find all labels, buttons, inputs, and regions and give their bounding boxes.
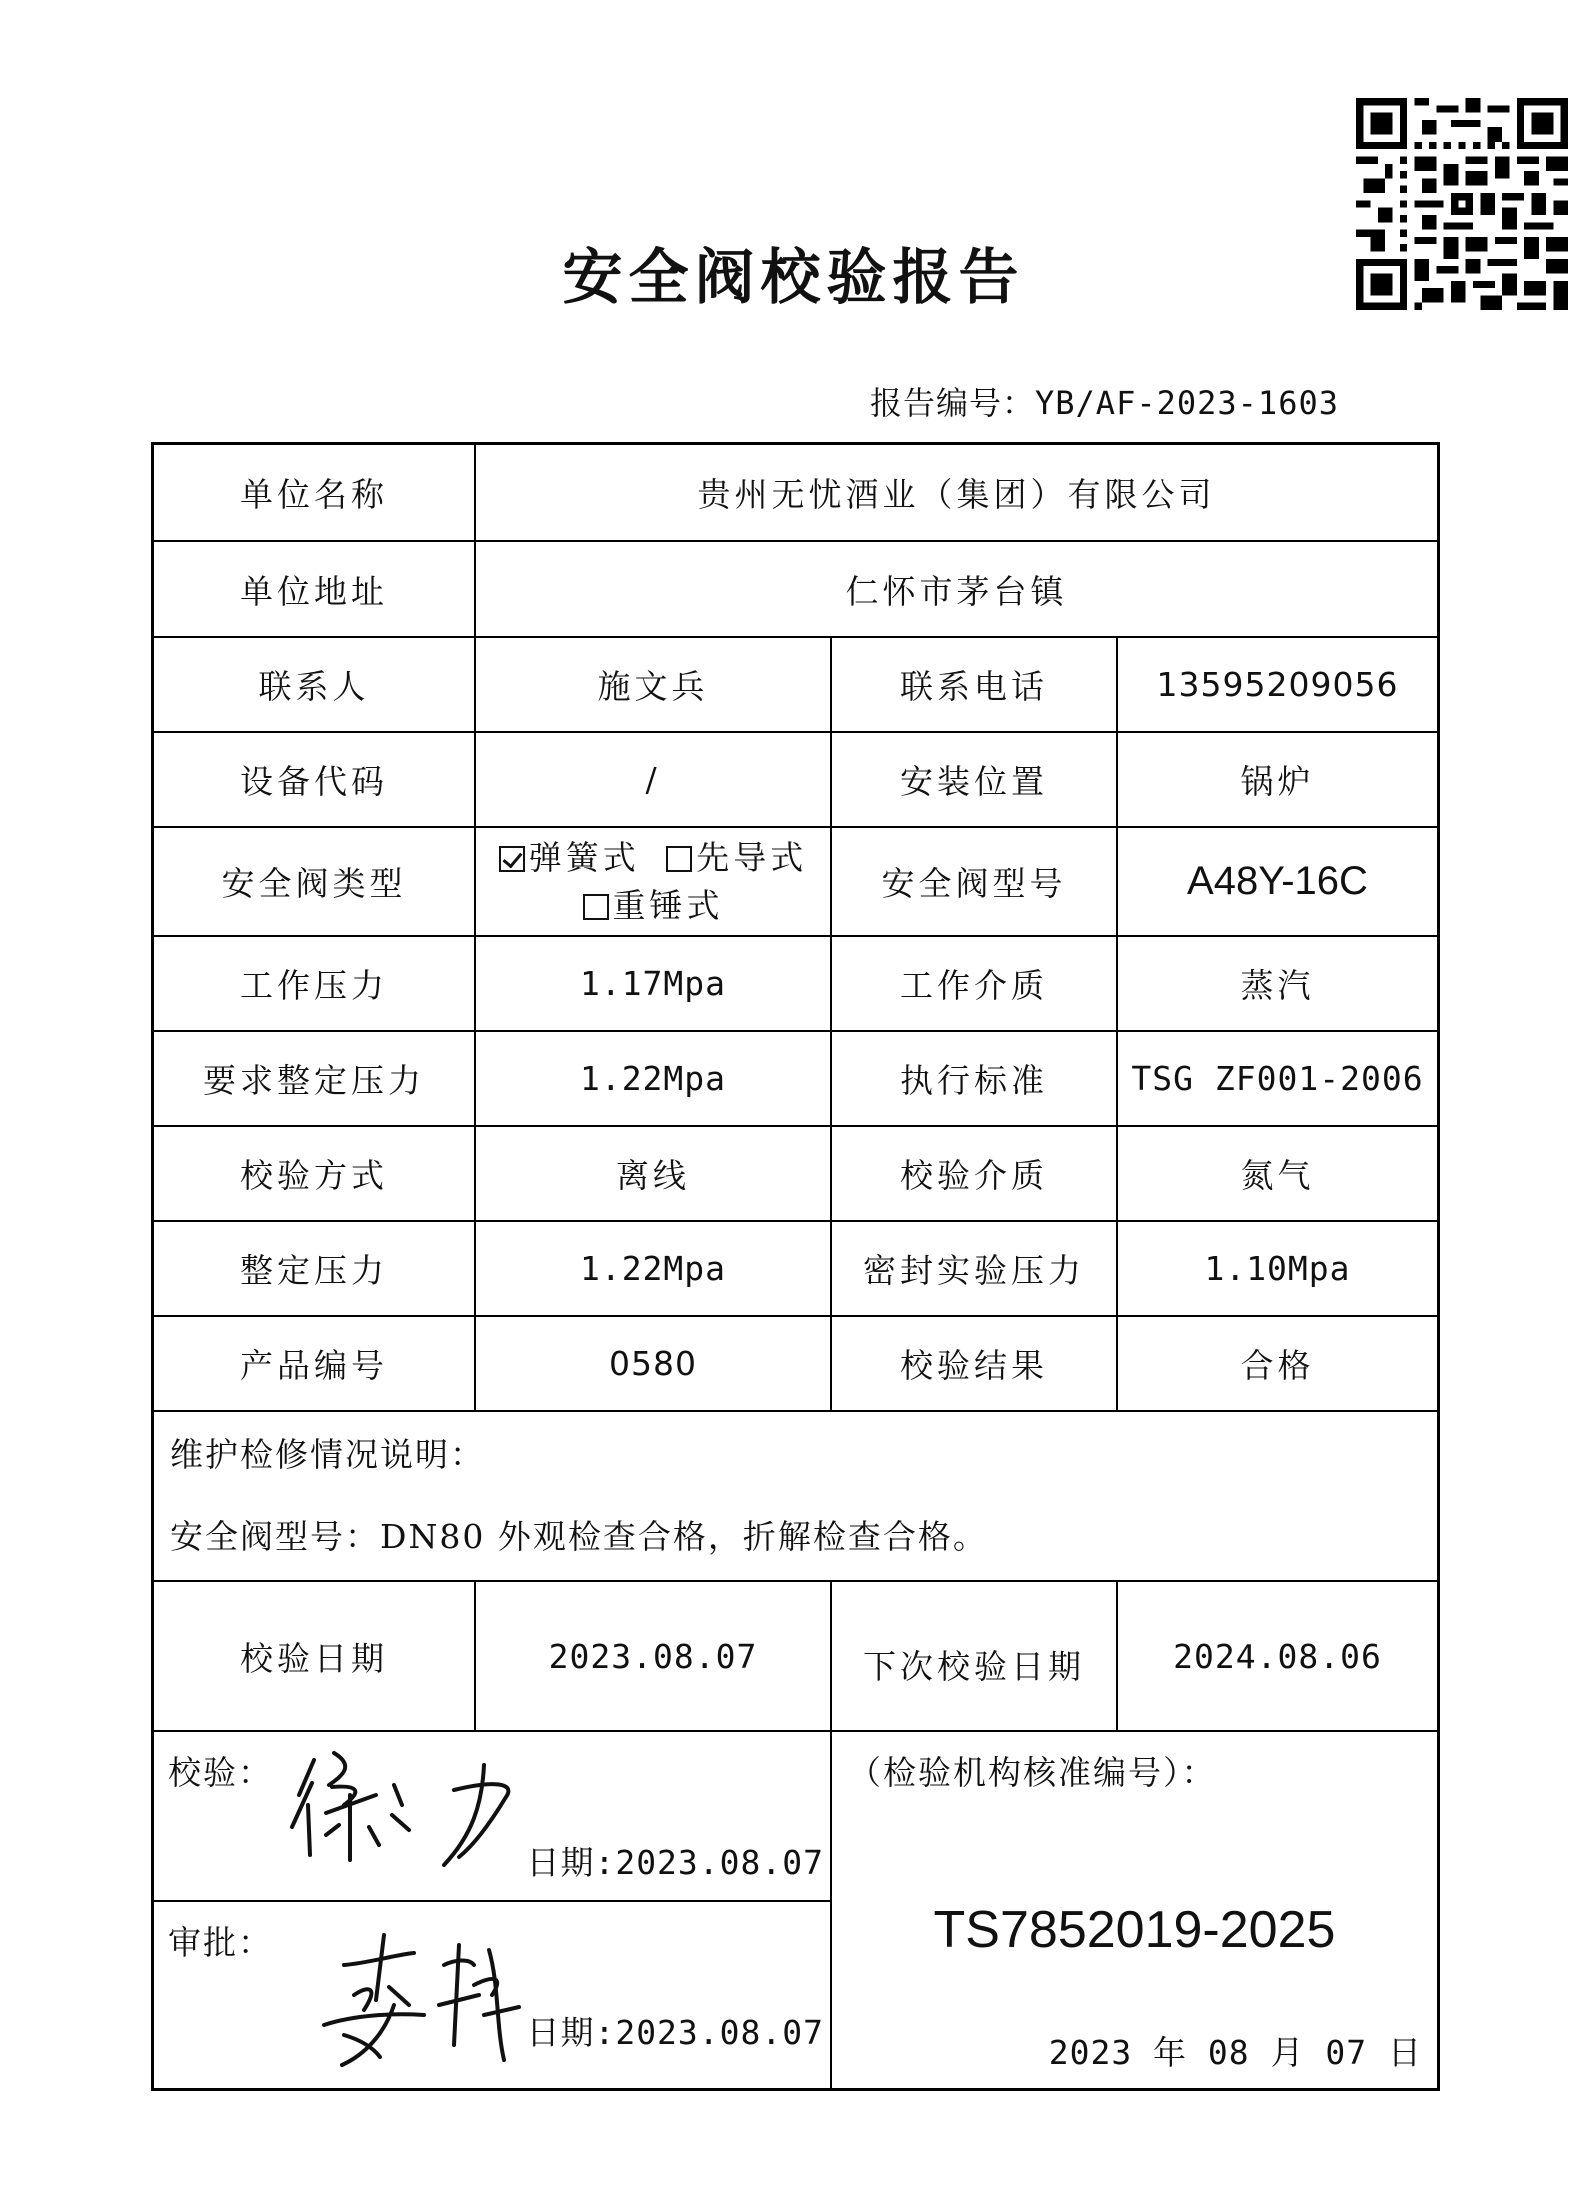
valve-type-row-1 xyxy=(499,834,808,882)
result-label: 校验结果 xyxy=(900,1346,1048,1385)
phone-value: 13595209056 xyxy=(1156,665,1399,704)
test-medium-value: 氮气 xyxy=(1240,1156,1315,1195)
report-table xyxy=(151,442,1440,2091)
seal-test-pressure-value: 1.10Mpa xyxy=(1204,1249,1351,1288)
method-label: 校验方式 xyxy=(240,1156,388,1195)
inspector-label: 校验： xyxy=(168,1752,273,1792)
work-medium-value: 蒸汽 xyxy=(1240,966,1315,1005)
unchecked-box-icon xyxy=(583,894,609,920)
phone-label: 联系电话 xyxy=(900,667,1048,706)
agency-label: （检验机构核准编号）： xyxy=(848,1752,1217,1792)
valve-model-value: A48Y-16C xyxy=(1187,859,1368,903)
result-value: 合格 xyxy=(1240,1346,1315,1385)
required-set-pressure-label: 要求整定压力 xyxy=(203,1061,425,1100)
unchecked-box-icon xyxy=(666,846,692,872)
test-date-label: 校验日期 xyxy=(240,1638,388,1678)
standard-value: TSG ZF001-2006 xyxy=(1131,1059,1424,1098)
valve-type-row-2 xyxy=(583,882,724,930)
work-pressure-label: 工作压力 xyxy=(240,966,388,1005)
install-location-label: 安装位置 xyxy=(900,762,1048,801)
maintenance-text: 安全阀型号：DN80 外观检查合格，折解检查合格。 xyxy=(170,1516,988,1556)
test-date-value: 2023.08.07 xyxy=(548,1636,758,1676)
standard-label: 执行标准 xyxy=(900,1061,1048,1100)
inspector-date: 日期:2023.08.07 xyxy=(526,1842,824,1882)
report-title: 安全阀校验报告 xyxy=(562,243,1025,313)
report-number: 报告编号：YB/AF-2023-1603 xyxy=(870,384,1339,422)
product-no-label: 产品编号 xyxy=(240,1346,388,1385)
agency-date: 2023 年 08 月 07 日 xyxy=(1048,2032,1422,2072)
option-weight: 重锤式 xyxy=(612,885,724,925)
contact-label: 联系人 xyxy=(258,667,370,706)
method-value: 离线 xyxy=(616,1156,690,1195)
set-pressure-value: 1.22Mpa xyxy=(579,1249,727,1288)
option-spring: 弹簧式 xyxy=(528,837,640,877)
unit-address-value: 仁怀市茅台镇 xyxy=(845,571,1068,611)
set-pressure-label: 整定压力 xyxy=(240,1251,388,1290)
contact-value: 施文兵 xyxy=(597,667,709,706)
checked-box-icon xyxy=(499,846,525,872)
next-test-date-value: 2024.08.06 xyxy=(1173,1636,1382,1676)
work-pressure-value: 1.17Mpa xyxy=(579,964,727,1003)
maintenance-heading: 维护检修情况说明： xyxy=(170,1434,485,1474)
install-location-value: 锅炉 xyxy=(1240,762,1315,801)
unit-name-label: 单位名称 xyxy=(240,475,388,514)
unit-name-value: 贵州无忧酒业（集团）有限公司 xyxy=(697,475,1216,514)
agency-code: TS7852019-2025 xyxy=(933,1901,1336,1959)
required-set-pressure-value: 1.22Mpa xyxy=(579,1059,727,1098)
device-code-label: 设备代码 xyxy=(240,762,388,801)
device-code-value: / xyxy=(645,760,661,799)
test-medium-label: 校验介质 xyxy=(900,1156,1048,1195)
approver-date: 日期:2023.08.07 xyxy=(526,2012,824,2052)
seal-test-pressure-label: 密封实验压力 xyxy=(863,1251,1085,1290)
product-no-value: 0580 xyxy=(609,1344,697,1383)
option-pilot: 先导式 xyxy=(696,837,808,877)
qr-code xyxy=(1356,98,1568,310)
unit-address-label: 单位地址 xyxy=(240,571,388,611)
valve-model-label: 安全阀型号 xyxy=(881,864,1067,903)
valve-type-label: 安全阀类型 xyxy=(221,864,407,903)
work-medium-label: 工作介质 xyxy=(900,966,1048,1005)
approver-label: 审批： xyxy=(168,1922,273,1962)
valve-type-options xyxy=(476,828,830,935)
next-test-date-label: 下次校验日期 xyxy=(863,1646,1085,1686)
